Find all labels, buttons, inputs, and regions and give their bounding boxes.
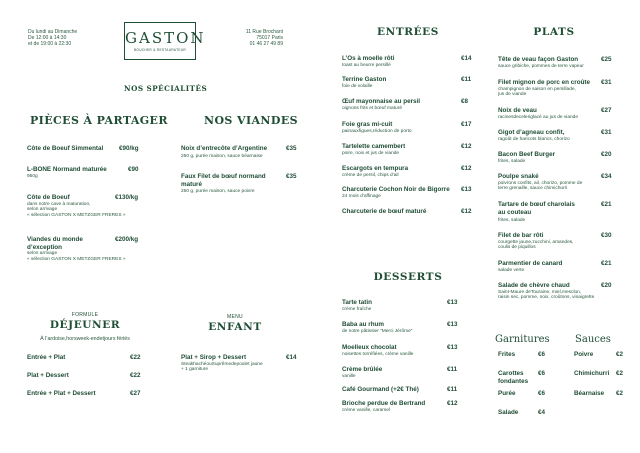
list-item: [498, 151, 616, 164]
list-item: [574, 370, 638, 378]
item-desc: 250 g, purée maison, sauce poivre: [181, 189, 255, 195]
list-item: [181, 173, 301, 195]
item-name: Charcuterie Cochon Noir de Bigorre: [342, 186, 450, 193]
item-name: Purée: [498, 390, 516, 397]
item-price: €130/kg: [115, 194, 139, 201]
list-item: [498, 173, 616, 192]
item-desc: racinesdeceleriglacé au jus de viande: [498, 114, 578, 120]
item-name: Poulpe snaké: [498, 173, 539, 180]
list-item: [498, 232, 616, 251]
item-price: €13: [461, 186, 472, 193]
item-name: Plat + Sirop + Dessert: [181, 354, 247, 361]
item-desc: crème de persil, chips d’ail: [342, 172, 399, 178]
item-price: €20: [601, 282, 612, 289]
item-name: Escargots en tempura: [342, 165, 409, 172]
item-desc: 250 g, purée maison, sauce béarnaise: [181, 153, 263, 159]
item-price: €2: [616, 390, 624, 397]
item-desc: + 1 garniture: [181, 367, 209, 373]
address: [220, 29, 283, 48]
item-desc: « sélection GASTON X METZGER FRERES »: [27, 256, 126, 262]
item-price: €20: [601, 151, 612, 158]
item-price: €17: [461, 121, 472, 128]
item-price: €8: [461, 98, 469, 105]
viandes-title: NOS VIANDES: [204, 114, 298, 127]
item-name: L’Os à moelle rôti: [342, 55, 395, 62]
item-name-cont: maturé: [181, 180, 202, 188]
item-desc: ragoût de haricots blancs, chorizo: [498, 136, 570, 142]
item-name: Terrine Gaston: [342, 76, 387, 83]
opening-hours: [28, 29, 77, 48]
item-desc: crème fraîche: [342, 306, 372, 312]
item-name: Faux Filet de bœuf normand: [181, 173, 266, 180]
logo-name: GASTON: [125, 29, 206, 47]
item-desc: poivrons confits, ail, chorizo, pomme de: [498, 180, 583, 186]
item-desc: frites, salade: [498, 158, 526, 164]
list-item: [498, 370, 558, 385]
item-name: Salade: [498, 409, 519, 416]
item-price: €35: [286, 173, 297, 180]
item-price: €12: [461, 208, 472, 215]
item-name: Foie gras mi-cuit: [342, 121, 393, 128]
item-price: €90/kg: [119, 145, 139, 152]
address-line: 01 46 27 49 89: [249, 41, 283, 48]
item-desc: frites, salade: [498, 218, 526, 224]
dejeuner-subtitle: À l’ardoise,horsweek-endetjours fériés: [40, 336, 130, 342]
item-name-cont: au couteau: [498, 208, 532, 216]
item-name: Carottes: [498, 370, 524, 377]
pieces-title: PIÈCES À PARTAGER: [30, 114, 168, 127]
list-item: [342, 366, 476, 379]
item-name: Café Gourmand (+2€ Thé): [342, 386, 419, 393]
item-name: Tartelette camembert: [342, 143, 406, 150]
item-name-cont: d’exception: [27, 243, 62, 251]
list-item: [27, 145, 147, 153]
list-item: [342, 321, 476, 334]
item-name: Baba au rhum: [342, 321, 384, 328]
enfant-kicker: MENU: [227, 314, 243, 320]
item-price: €12: [461, 165, 472, 172]
list-item: [342, 386, 476, 394]
item-name: Brioche perdue de Bertrand: [342, 400, 426, 407]
item-desc: salade verte: [498, 267, 525, 273]
list-item: [498, 56, 616, 69]
item-desc: champignon de saison en persillade,: [498, 86, 576, 92]
item-price: €11: [461, 76, 472, 83]
item-name: Gigot d’agneau confit,: [498, 129, 565, 136]
item-name: Tartare de bœuf charolais: [498, 201, 575, 208]
item-name-cont: fondantes: [498, 377, 529, 385]
item-price: €22: [130, 354, 141, 361]
item-price: €14: [286, 354, 297, 361]
dejeuner-kicker: FORMULE: [71, 312, 99, 318]
item-price: €30: [601, 232, 612, 239]
sauces-title: Sauces: [575, 334, 611, 345]
item-desc: poire, noix et jus de viande: [342, 150, 400, 156]
list-item: [498, 390, 558, 398]
item-price: €13: [447, 299, 458, 306]
item-name: Plat + Dessert: [27, 372, 69, 379]
specialites-title: NOS SPÉCIALITÉS: [124, 84, 208, 93]
address-line: 75017 Paris: [256, 35, 283, 42]
list-item: [27, 194, 157, 219]
item-price: €14: [461, 55, 472, 62]
list-item: [342, 400, 476, 413]
list-item: [498, 79, 616, 98]
item-desc: selon arrivage: [27, 207, 58, 213]
item-price: €34: [601, 173, 612, 180]
item-price: €12: [461, 143, 472, 150]
item-desc: raisin sec, pomme, noix, croûtons, vinaigrette: [498, 295, 595, 301]
item-name: Salade de chèvre chaud: [498, 282, 570, 289]
item-desc: jus de viande: [498, 92, 527, 98]
item-price: €27: [601, 107, 612, 114]
item-name: Moelleux chocolat: [342, 344, 397, 351]
item-name: Côte de Boeuf Simmental: [27, 145, 104, 152]
list-item: [342, 98, 476, 111]
list-item: [181, 354, 301, 373]
item-price: €31: [601, 129, 612, 136]
item-name: Œuf mayonnaise au persil: [342, 98, 421, 105]
item-price: €2: [616, 370, 624, 377]
list-item: [342, 344, 476, 357]
item-name: Parmentier de canard: [498, 260, 563, 267]
item-name: Filet de bar rôti: [498, 232, 544, 239]
item-desc: selon arrivage: [27, 251, 58, 257]
list-item: [27, 166, 147, 179]
item-desc: 950g: [27, 173, 38, 179]
list-item: [498, 201, 616, 224]
list-item: [498, 129, 616, 142]
item-price: €31: [601, 79, 612, 86]
item-price: €6: [538, 390, 546, 397]
item-name: Noix de veau: [498, 107, 537, 114]
list-item: [498, 282, 628, 301]
garnitures-title: Garnitures: [495, 334, 550, 345]
item-price: €2: [616, 351, 624, 358]
item-price: €12: [447, 400, 458, 407]
item-price: €22: [130, 372, 141, 379]
list-item: [342, 76, 476, 89]
list-item: [574, 351, 638, 359]
logo: [124, 22, 206, 60]
item-desc: 24 mois d’affinage: [342, 193, 381, 199]
item-name: Viandes du monde: [27, 236, 83, 243]
item-price: €27: [130, 390, 141, 397]
item-price: €35: [286, 145, 297, 152]
list-item: [498, 260, 616, 273]
list-item: [498, 107, 616, 120]
item-name: Charcuterie de bœuf maturé: [342, 208, 427, 215]
item-desc: coulis de piquillos: [498, 245, 536, 251]
desserts-title: DESSERTS: [373, 271, 443, 283]
item-name: Chimichurri: [574, 370, 610, 377]
item-desc: painauxfigues,réduction de porto: [342, 128, 412, 134]
list-item: [498, 409, 558, 417]
dejeuner-title: DÉJEUNER: [49, 319, 121, 331]
item-name: Noix d’entrecôte d’Argentine: [181, 145, 268, 152]
item-price: €13: [447, 321, 458, 328]
list-item: [27, 236, 157, 263]
item-desc: « sélection GASTON X METZGER FRERES »: [27, 213, 126, 219]
list-item: [27, 390, 147, 398]
item-desc: noisettes torréfiées, crème vanille: [342, 351, 414, 357]
item-desc: terre grenaille, sauce chimichurri: [498, 186, 568, 192]
item-desc: toast au beurre persillé: [342, 62, 391, 68]
plats-title: PLATS: [533, 26, 575, 38]
item-name: Tarte tatin: [342, 299, 372, 306]
item-price: €13: [447, 344, 458, 351]
item-price: €200/kg: [115, 236, 139, 243]
hours-line: De 12:00 à 14:30: [28, 35, 67, 42]
list-item: [27, 372, 147, 380]
item-name: L-BONE Normand maturée: [27, 166, 107, 173]
item-name: Tête de veau façon Gaston: [498, 56, 579, 63]
item-price: €4: [538, 409, 546, 416]
list-item: [342, 186, 476, 199]
item-name: Entrée + Plat: [27, 354, 66, 361]
item-desc: courgette jaune,zucchini, amandes,: [498, 239, 574, 245]
list-item: [342, 165, 476, 178]
item-price: €25: [601, 56, 612, 63]
list-item: [342, 121, 476, 134]
entrees-title: ENTRÉES: [377, 26, 439, 38]
hours-line: et de 19:00 à 22:30: [28, 41, 72, 48]
list-item: [27, 354, 147, 362]
list-item: [498, 351, 558, 359]
address-line: 11 Rue Brochant: [245, 29, 283, 35]
item-name: Filet mignon de porc en croûte: [498, 79, 591, 86]
logo-tagline: BOUCHER & RESTAURATEUR: [134, 48, 186, 52]
hours-line: Du lundi au Dimanche: [28, 29, 78, 35]
item-name: Béarnaise: [574, 390, 605, 397]
item-name: Bacon Beef Burger: [498, 151, 556, 158]
item-price: €21: [601, 201, 612, 208]
list-item: [181, 145, 301, 159]
item-desc: foie de volaille: [342, 83, 373, 89]
item-name: Entrée + Plat + Dessert: [27, 390, 96, 397]
item-name: Poivre: [574, 351, 594, 358]
enfant-title: ENFANT: [208, 321, 262, 333]
item-price: €11: [447, 386, 458, 393]
item-desc: dans notre cave à maturation,: [27, 201, 91, 207]
item-name: Crème brûlée: [342, 366, 383, 373]
item-price: €6: [538, 351, 546, 358]
item-price: €11: [447, 366, 458, 373]
list-item: [342, 299, 476, 312]
item-name: Côte de Boeuf: [27, 194, 70, 201]
item-price: €21: [601, 260, 612, 267]
list-item: [574, 390, 638, 398]
item-desc: de notre pâtissier “Merci Jérôme”: [342, 328, 413, 334]
item-desc: SteakhachéouSuprêmedepoulet jaune: [181, 361, 263, 367]
list-item: [342, 143, 476, 156]
item-desc: vanille: [342, 373, 356, 379]
item-desc: oignons frits et bœuf maturé: [342, 105, 402, 111]
list-item: [342, 208, 476, 216]
item-desc: crème vanille, caramel: [342, 407, 390, 413]
item-desc: sauce gribiche, pommes de terre vapeur: [498, 63, 584, 69]
item-name: Frites: [498, 351, 516, 358]
item-price: €6: [538, 370, 546, 377]
item-price: €90: [128, 166, 139, 173]
item-desc: Saint-Maure deTouraine, miel,mesclun,: [498, 289, 582, 295]
list-item: [342, 55, 476, 68]
